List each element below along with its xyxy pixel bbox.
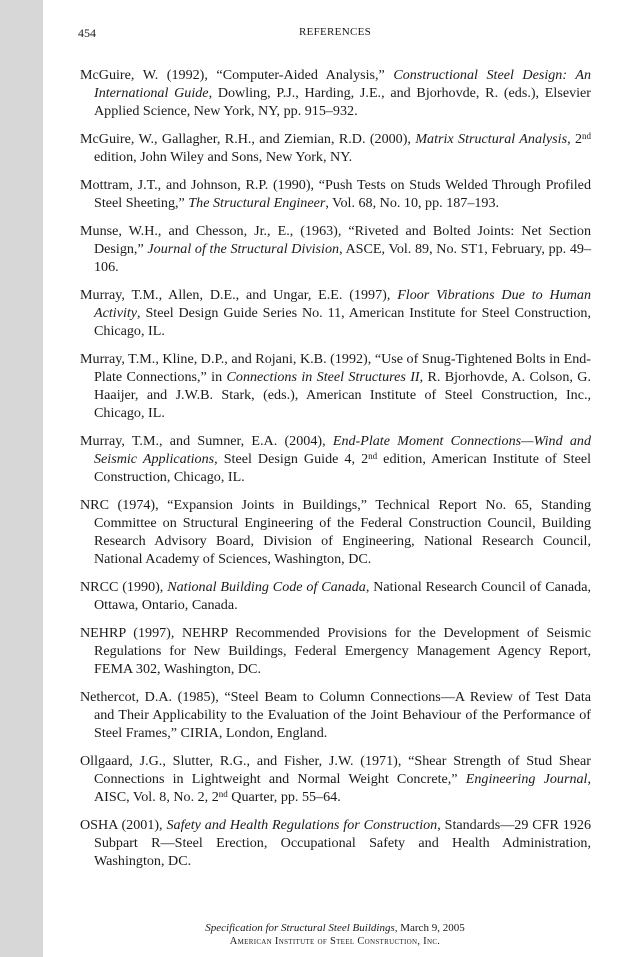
reference-entry <box>80 816 591 870</box>
reference-text: , National Research Council of Canada, Ottawa, Ontario, Canada. <box>94 579 591 613</box>
reference-text: , Steel Design Guide Series No. 11, American Institute for Steel Construction, Chicago, IL. <box>94 305 591 339</box>
reference-italic-title: National Building Code of Canada <box>167 579 366 595</box>
reference-italic-title: Floor Vibrations Due to Human Activity <box>94 287 591 321</box>
footer-spec-title: Specification for Structural Steel Buildings, <box>205 922 398 934</box>
reference-entry <box>80 688 591 742</box>
reference-italic-title: End-Plate Moment Connections—Wind and Seismic Applications <box>94 433 592 467</box>
ordinal-superscript: nd <box>368 451 378 461</box>
reference-text: , AISC, Vol. 8, No. 2, 2 <box>94 771 591 805</box>
gray-margin-bar <box>0 0 43 957</box>
reference-italic-title: Constructional Steel Design: An International Guide <box>94 67 591 101</box>
reference-text: Nethercot, D.A. (1985), “Steel Beam to Column Connections—A Review of Test Data and Their Applicability to the Evaluation of the Joint Behaviour of the Performance of Steel Frames,” CIRIA, London, England. <box>80 689 591 741</box>
reference-text: Ollgaard, J.G., Slutter, R.G., and Fisher, J.W. (1971), “Shear Strength of Stud Shear Connections in Lightweight and Normal Weight Concrete,” <box>80 753 591 787</box>
page-footer <box>0 922 638 948</box>
reference-entry <box>80 496 591 568</box>
reference-text: , 2 <box>567 131 582 147</box>
reference-entry <box>80 350 591 422</box>
page-number: 454 <box>78 26 96 40</box>
reference-text: NRCC (1990), <box>80 579 168 595</box>
reference-text: , Steel Design Guide 4, 2 <box>214 451 369 467</box>
reference-entry <box>80 222 591 276</box>
reference-text: NEHRP (1997), NEHRP Recommended Provisions for the Development of Seismic Regulations for New Buildings, Federal Emergency Management Agency Report, FEMA 302, Washington, DC. <box>80 625 591 677</box>
reference-italic-title: Matrix Structural Analysis <box>415 131 568 147</box>
reference-text: McGuire, W. (1992), “Computer-Aided Analysis,” <box>80 67 394 83</box>
reference-italic-title: Journal of the Structural Division <box>147 241 340 257</box>
reference-text: edition, John Wiley and Sons, New York, NY. <box>94 149 353 165</box>
reference-italic-title: Connections in Steel Structures II <box>226 369 420 385</box>
footer-spec-date: March 9, 2005 <box>397 922 465 934</box>
footer-spec-line <box>32 922 638 935</box>
reference-text: edition, American Institute of Steel Construction, Chicago, IL. <box>94 451 591 485</box>
reference-entry <box>80 752 591 806</box>
reference-text: OSHA (2001), <box>80 817 167 833</box>
reference-entry <box>80 286 591 340</box>
running-head: REFERENCES <box>298 26 372 38</box>
reference-text: McGuire, W., Gallagher, R.H., and Ziemian, R.D. (2000), <box>80 131 416 147</box>
reference-entry <box>80 624 591 678</box>
reference-entry <box>80 578 591 614</box>
reference-text: Quarter, pp. 55–64. <box>227 789 341 805</box>
reference-list <box>80 66 591 880</box>
ordinal-superscript: nd <box>582 131 591 141</box>
reference-text: , Standards—29 CFR 1926 Subpart R—Steel Erection, Occupational Safety and Health Administration, Washington, DC. <box>94 817 591 869</box>
reference-italic-title: The Structural Engineer <box>188 195 326 211</box>
reference-italic-title: Safety and Health Regulations for Construction <box>166 817 438 833</box>
reference-text: , ASCE, Vol. 89, No. ST1, February, pp. 49–106. <box>94 241 592 275</box>
reference-text: Mottram, J.T., and Johnson, R.P. (1990), “Push Tests on Studs Welded Through Profiled Steel Sheeting,” <box>80 177 591 211</box>
ordinal-superscript: nd <box>218 789 228 799</box>
reference-italic-title: Engineering Journal <box>465 771 588 787</box>
reference-text: , R. Bjorhovde, A. Colson, G. Haaijer, and J.W.B. Stark, (eds.), American Institute of Steel Construction, Inc., Chicago, IL. <box>94 369 591 421</box>
reference-entry <box>80 66 591 120</box>
reference-text: , Dowling, P.J., Harding, J.E., and Bjorhovde, R. (eds.), Elsevier Applied Science, New York, NY, pp. 915–932. <box>94 85 591 119</box>
reference-text: NRC (1974), “Expansion Joints in Buildings,” Technical Report No. 65, Standing Committee on Structural Engineering of the Federal Construction Council, Building Research Advisory Board, Division of Engineering, National Research Council, National Academy of Sciences, Washington, DC. <box>80 497 591 567</box>
reference-text: , Vol. 68, No. 10, pp. 187–193. <box>325 195 500 211</box>
reference-text: Murray, T.M., Allen, D.E., and Ungar, E.E. (1997), <box>80 287 398 303</box>
reference-entry <box>80 176 591 212</box>
footer-publisher: American Institute of Steel Construction, Inc. <box>229 936 441 947</box>
reference-entry <box>80 130 591 166</box>
reference-text: Murray, T.M., Kline, D.P., and Rojani, K.B. (1992), “Use of Snug-Tightened Bolts in End-Plate Connections,” in <box>80 351 591 385</box>
reference-text: Munse, W.H., and Chesson, Jr., E., (1963), “Riveted and Bolted Joints: Net Section Design,” <box>80 223 591 257</box>
reference-entry <box>80 432 591 486</box>
reference-text: Murray, T.M., and Sumner, E.A. (2004), <box>80 433 333 449</box>
